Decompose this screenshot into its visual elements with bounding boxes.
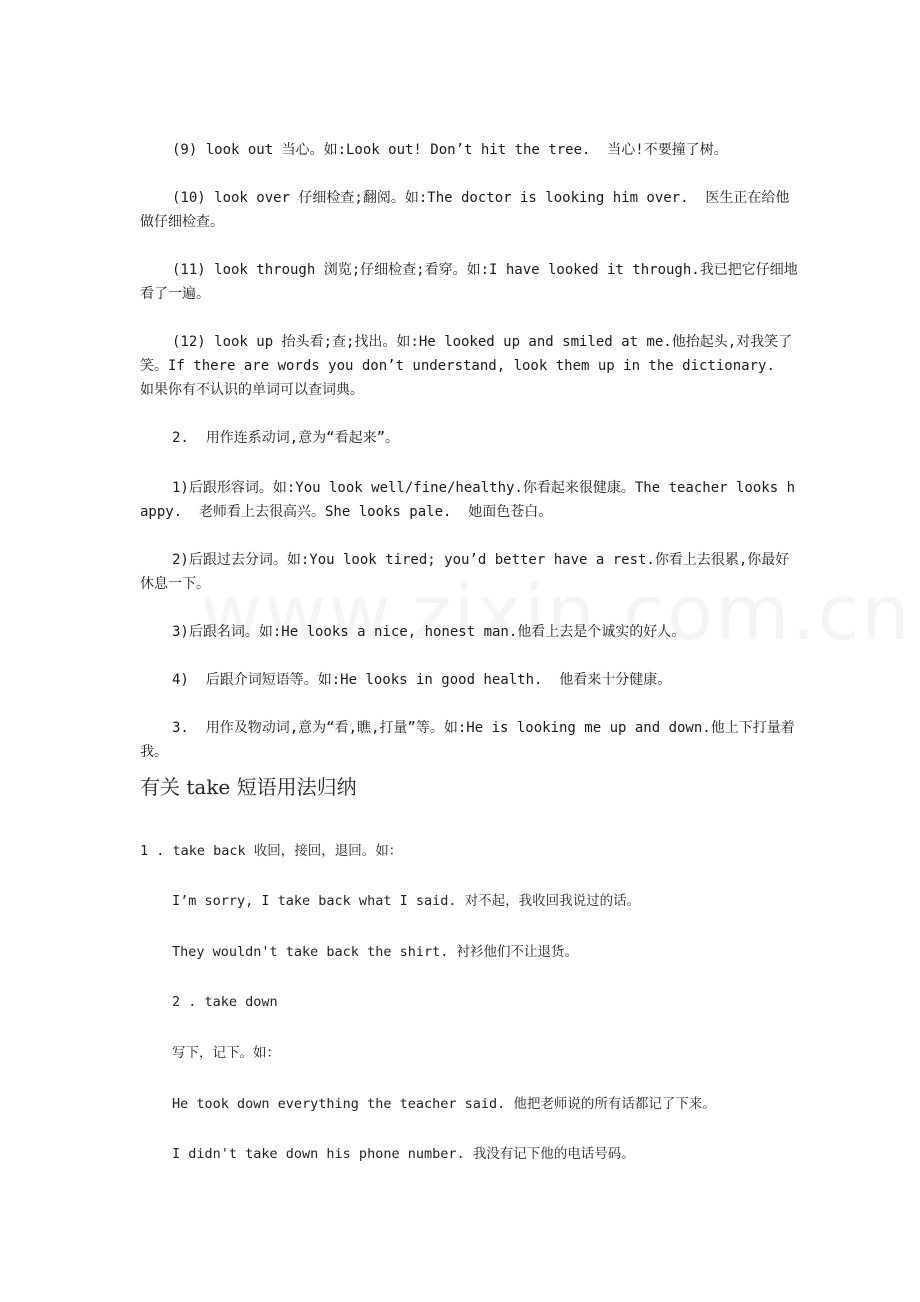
paragraph-transitive: 3. 用作及物动词,意为“看,瞧,打量”等。如:He is looking me up and down.他上下打量着我。 <box>140 720 795 760</box>
paragraph-look-over: (10) look over 仔细检查;翻阅。如:The doctor is looking him over. 医生正在给他做仔细检查。 <box>140 190 790 230</box>
paragraph-noun: 3)后跟名词。如:He looks a nice, honest man.他看上去是个诚实的好人。 <box>172 624 686 640</box>
take-back-example-2: They wouldn't take back the shirt. 衬衫他们不让退货。 <box>172 944 578 960</box>
take-down-example-2: I didn't take down his phone number. 我没有记下他的电话号码。 <box>172 1146 635 1162</box>
paragraph-look-through: (11) look through 浏览;仔细检查;看穿。如:I have looked it through.我已把它仔细地看了一遍。 <box>140 262 798 302</box>
take-back-item: 1 . take back 收回，接回，退回。如： <box>140 843 403 859</box>
section-heading: 有关 take 短语用法归纳 <box>140 775 357 799</box>
take-down-example-1: He took down everything the teacher said. 他把老师说的所有话都记了下来。 <box>172 1096 716 1112</box>
paragraph-linking-verb: 2. 用作连系动词,意为“看起来”。 <box>172 430 400 446</box>
paragraph-past-participle: 2)后跟过去分词。如:You look tired; you’d better have a rest.你看上去很累,你最好休息一下。 <box>140 552 790 592</box>
take-back-example-1: I’m sorry, I take back what I said. 对不起，我收回我说过的话。 <box>172 893 641 909</box>
paragraph-adjective: 1)后跟形容词。如:You look well/fine/healthy.你看起来很健康。The teacher looks happy. 老师看上去很高兴。She looks pale. 她面色苍白。 <box>140 480 796 520</box>
paragraph-look-up: (12) look up 抬头看;查;找出。如:He looked up and smiled at me.他抬起头,对我笑了笑。If there are words you don’t understand, look them up in the dictionary. 如果你有不认识的单词可以查词典。 <box>140 334 793 398</box>
paragraph-look-out: (9) look out 当心。如:Look out! Don’t hit the tree. 当心!不要撞了树。 <box>172 142 728 158</box>
take-down-meaning: 写下，记下。如： <box>172 1045 280 1061</box>
take-down-item: 2 . take down <box>172 994 278 1010</box>
paragraph-prepositional: 4) 后跟介词短语等。如:He looks in good health. 他看来十分健康。 <box>172 672 672 688</box>
